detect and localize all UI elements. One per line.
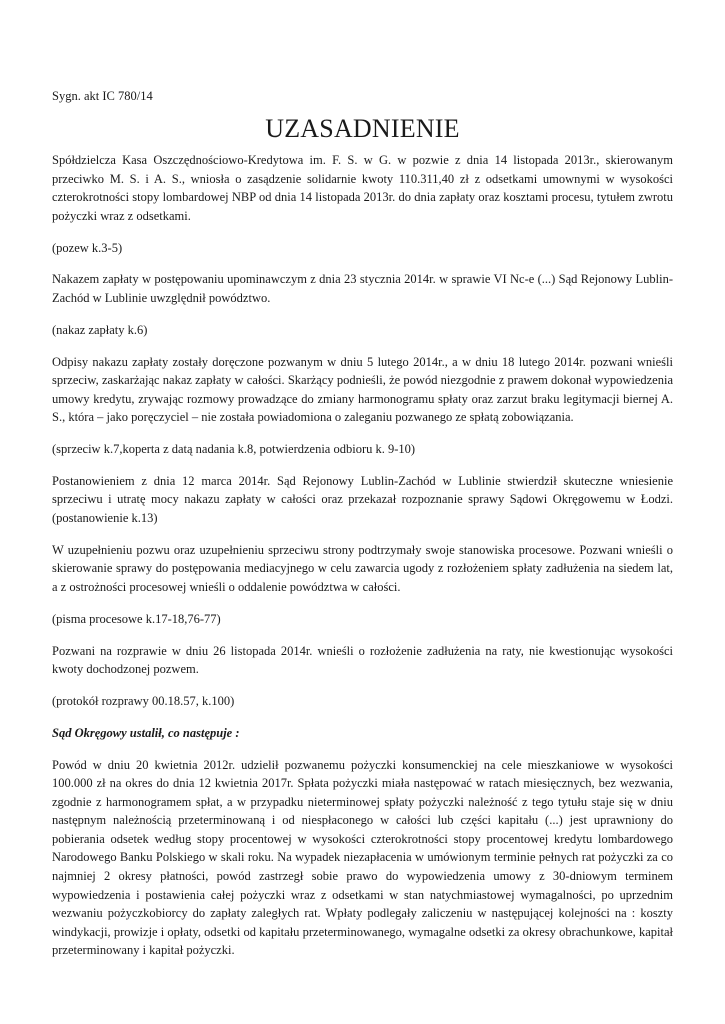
reference-payment-order: (nakaz zapłaty k.6) <box>52 322 148 337</box>
case-signature: Sygn. akt IC 780/14 <box>52 89 153 103</box>
paragraph-supplements: W uzupełnieniu pozwu oraz uzupełnieniu sprzeciwu strony podtrzymały swoje stanowiska procesowe. Pozwani wnieśli o skierowanie sprawy do postępowania mediacyjnego w celu zawarcia ugody z rozłożeniem spłaty zadłużenia na siedem lat, a z ostrożności procesowej wnieśli o oddalenie powództwa w całości. <box>52 542 673 594</box>
paragraph-decision: Postanowieniem z dnia 12 marca 2014r. Sąd Rejonowy Lublin-Zachód w Lublinie stwierdził skuteczne wniesienie sprzeciwu i utratę mocy nakazu zapłaty w całości oraz przekazał rozpoznanie sprawy Sądowi Okręgowemu w Łodzi. (postanowienie k.13) <box>52 473 673 526</box>
paragraph-claim: Spółdzielcza Kasa Oszczędnościowo-Kredytowa im. F. S. w G. w pozwie z dnia 14 listopada 2013r., skierowanym przeciwko M. S. i A. S., wniosła o zasądzenie solidarnie kwoty 110.311,40 zł z odsetkami umownymi w wysokości czterokrotności stopy lombardowej NBP od dnia 14 listopada 2013r. do dnia zapłaty oraz kosztami procesu, tytułem zwrotu pożyczki wraz z odsetkami. <box>52 153 673 223</box>
reference-hearing-protocol: (protokół rozprawy 00.18.57, k.100) <box>52 693 235 708</box>
document-page <box>52 88 673 973</box>
paragraph-payment-order: Nakazem zapłaty w postępowaniu upominawczym z dnia 23 stycznia 2014r. w sprawie VI Nc-e (...) Sąd Rejonowy Lublin-Zachód w Lublinie uwzględnił powództwo. <box>52 272 673 305</box>
paragraph-findings: Powód w dniu 20 kwietnia 2012r. udzielił pozwanemu pożyczki konsumenckiej na cele mieszkaniowe w wysokości 100.000 zł na okres do dnia 12 kwietnia 2017r. Spłata pożyczki miała następować w ratach miesięcznych, bez wezwania, zgodnie z harmonogramem spłat, a w przypadku nieterminowej spłaty pożyczki należność z tego tytułu staje się w dniu następnym należnością przeterminowaną i od niespłaconego w całości lub części kapitału (...) jest uprawniony do pobierania odsetek według stopy procentowej w wysokości czterokrotności stopy procentowej kredytu lombardowego Narodowego Banku Polskiego w skali roku. Na wypadek niezapłacenia w umówionym terminie pełnych rat pożyczki za co najmniej 2 okresy płatności, powód zastrzegł sobie prawo do wypowiedzenia umowy z 30-dniowym terminem wypowiedzenia i postawienia całej pożyczki wraz z odsetkami w stan natychmiastowej wymagalności, po uprzednim wezwaniu pożyczkobiorcy do zapłaty zaległych rat. Wpłaty podlegały zaliczeniu w następującej kolejności na : koszty windykacji, prowizje i opłaty, odsetki od kapitału przeterminowanego, wymagalne odsetki za okresy obrachunkowe, kapitał przeterminowany i kapitał pożyczki. <box>52 757 673 958</box>
paragraph-objection: Odpisy nakazu zapłaty zostały doręczone pozwanym w dniu 5 lutego 2014r., a w dniu 18 lutego 2014r. pozwani wnieśli sprzeciw, zaskarżając nakaz zapłaty w całości. Skarżący podnieśli, że powód niezgodnie z prawem dokonał wypowiedzenia umowy kredytu, zrywając rozmowy prowadzące do zmiany harmonogramu spłaty oraz zarzut braku legitymacji biernej A. S., która – jako poręczyciel – nie została powiadomiona o zaleganiu pozwanego ze spłatą zobowiązania. <box>52 354 673 425</box>
reference-pleadings: (pisma procesowe k.17-18,76-77) <box>52 611 221 626</box>
section-heading-findings: Sąd Okręgowy ustalił, co następuje : <box>52 725 240 740</box>
reference-claim: (pozew k.3-5) <box>52 240 123 255</box>
reference-objection: (sprzeciw k.7,koperta z datą nadania k.8, potwierdzenia odbioru k. 9-10) <box>52 442 416 457</box>
paragraph-hearing: Pozwani na rozprawie w dniu 26 listopada 2014r. wnieśli o rozłożenie zadłużenia na raty, nie kwestionując wysokości kwoty dochodzonej pozwem. <box>52 643 673 677</box>
page-title: UZASADNIENIE <box>265 114 460 143</box>
